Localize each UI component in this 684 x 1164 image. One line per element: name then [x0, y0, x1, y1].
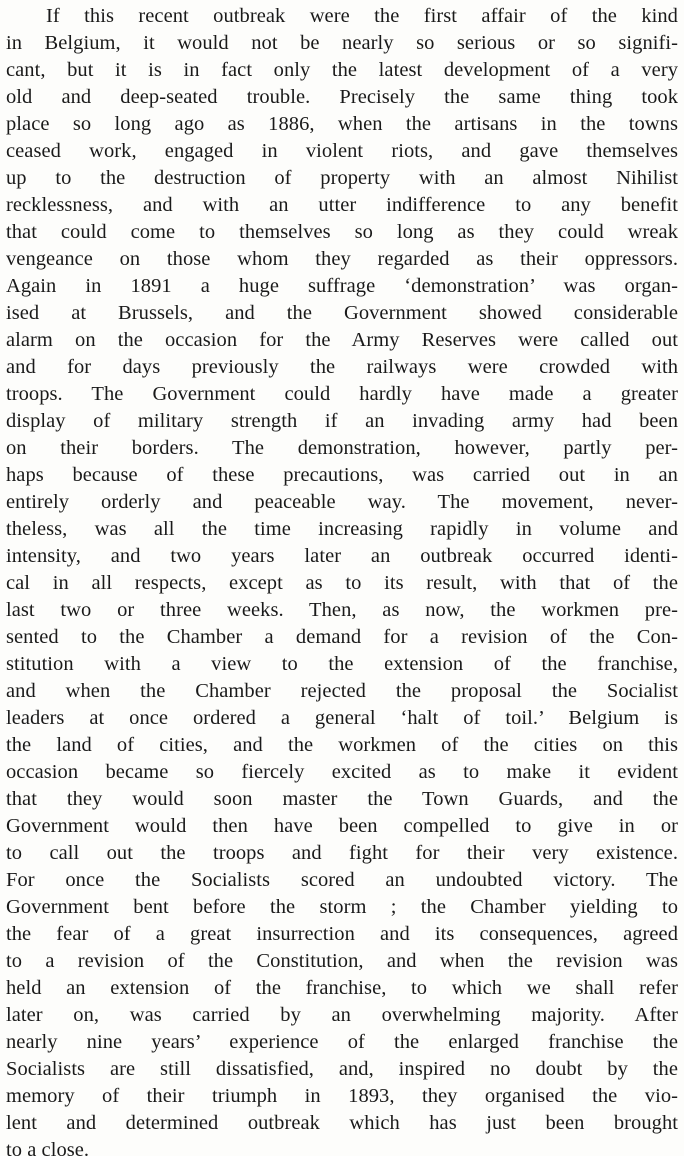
text-line: display of military strength if an invading army had been — [6, 410, 678, 432]
text-line: sented to the Chamber a demand for a revision of the Con- — [6, 626, 678, 648]
text-line: nearly nine years’ experience of the enlarged franchise the — [6, 1031, 678, 1053]
text-line: old and deep-seated trouble. Precisely the same thing took — [6, 86, 678, 108]
text-line: Government bent before the storm ; the Chamber yielding to — [6, 896, 678, 918]
text-line: to a close. — [6, 1139, 90, 1161]
text-line: stitution with a view to the extension of the franchise, — [6, 653, 678, 675]
text-line: troops. The Government could hardly have made a greater — [6, 383, 678, 405]
text-line: vengeance on those whom they regarded as their oppressors. — [6, 248, 678, 270]
text-line: place so long ago as 1886, when the artisans in the towns — [6, 113, 678, 135]
text-line: theless, was all the time increasing rapidly in volume and — [6, 518, 678, 540]
text-line: held an extension of the franchise, to which we shall refer — [6, 977, 678, 999]
text-line: the fear of a great insurrection and its consequences, agreed — [6, 923, 678, 945]
text-line: occasion became so fiercely excited as to make it evident — [6, 761, 678, 783]
text-line: Again in 1891 a huge suffrage ‘demonstration’ was organ- — [6, 275, 678, 297]
text-line: last two or three weeks. Then, as now, the workmen pre- — [6, 599, 678, 621]
text-line: cal in all respects, except as to its result, with that of the — [6, 572, 678, 594]
text-line: and for days previously the railways were crowded with — [6, 356, 678, 378]
text-line: haps because of these precautions, was carried out in an — [6, 464, 678, 486]
text-line: cant, but it is in fact only the latest development of a very — [6, 59, 678, 81]
text-line: Government would then have been compelled to give in or — [6, 815, 678, 837]
text-line: to a revision of the Constitution, and when the revision was — [6, 950, 678, 972]
text-line: entirely orderly and peaceable way. The movement, never- — [6, 491, 678, 513]
text-line: Socialists are still dissatisfied, and, inspired no doubt by the — [6, 1058, 678, 1080]
text-line: up to the destruction of property with an almost Nihilist — [6, 167, 678, 189]
text-line: memory of their triumph in 1893, they organised the vio- — [6, 1085, 678, 1107]
text-line: alarm on the occasion for the Army Reserves were called out — [6, 329, 678, 351]
text-line: that they would soon master the Town Guards, and the — [6, 788, 678, 810]
text-line: later on, was carried by an overwhelming majority. After — [6, 1004, 678, 1026]
text-line: that could come to themselves so long as they could wreak — [6, 221, 678, 243]
article-column — [6, 0, 678, 1164]
text-line: the land of cities, and the workmen of the cities on this — [6, 734, 678, 756]
text-line: to call out the troops and fight for their very existence. — [6, 842, 678, 864]
text-line: If this recent outbreak were the first affair of the kind — [46, 5, 678, 27]
text-line: intensity, and two years later an outbreak occurred identi- — [6, 545, 678, 567]
text-line: For once the Socialists scored an undoubted victory. The — [6, 869, 678, 891]
text-line: lent and determined outbreak which has just been brought — [6, 1112, 678, 1134]
text-line: ceased work, engaged in violent riots, and gave themselves — [6, 140, 678, 162]
text-line: ised at Brussels, and the Government showed considerable — [6, 302, 678, 324]
text-line: and when the Chamber rejected the proposal the Socialist — [6, 680, 678, 702]
text-line: in Belgium, it would not be nearly so serious or so signifi- — [6, 32, 678, 54]
text-line: on their borders. The demonstration, however, partly per- — [6, 437, 678, 459]
text-line: leaders at once ordered a general ‘halt of toil.’ Belgium is — [6, 707, 678, 729]
text-line: recklessness, and with an utter indifference to any benefit — [6, 194, 678, 216]
